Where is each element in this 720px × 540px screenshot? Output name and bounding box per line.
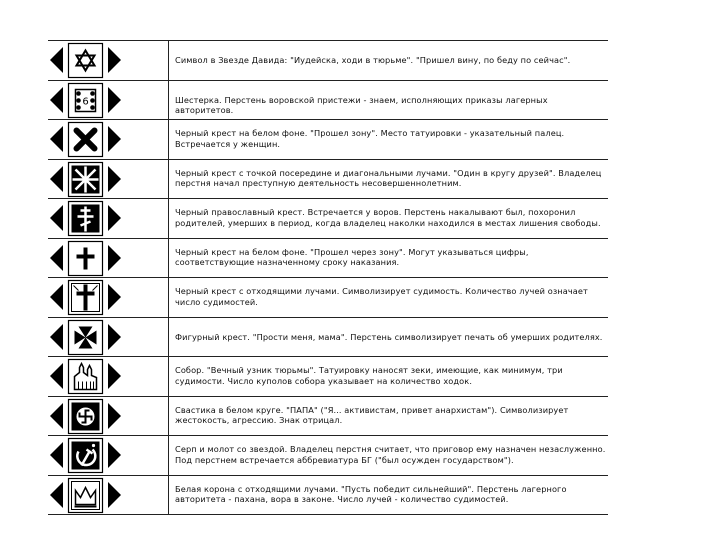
ring-diagram [48, 318, 123, 356]
column-divider [168, 120, 169, 159]
ring-description: Символ в Звезде Давида: "Иудейска, ходи в тюрьме". "Пришел вину, по беду по сейчас". [175, 55, 571, 65]
ring-tattoo-table [48, 40, 608, 515]
ring-row [48, 238, 608, 278]
column-divider [168, 81, 169, 120]
ring-description: Свастика в белом круге. "ПАПА" ("Я... активистам, привет анархистам"). Символизирует жестокость, агрессию. Знак отрицал. [175, 404, 569, 425]
ring-diagram [48, 41, 123, 79]
ring-description: Черный крест на белом фоне. "Прошел зону". Место татуировки - указательный палец. Встречается у женщин. [175, 128, 565, 149]
ring-description: Черный православный крест. Встречается у воров. Перстень накалывают был, похоронил родителей, умерших в период, когда владелец наколки находился в местах лишения свободы. [175, 207, 601, 228]
column-divider [168, 318, 169, 357]
cross-in-circle-icon [72, 165, 100, 193]
column-divider [168, 476, 169, 515]
ring-diagram [48, 436, 123, 474]
column-divider [168, 397, 169, 436]
hammer-sickle-icon [72, 442, 100, 470]
swastika-icon [72, 402, 100, 430]
crown-icon [72, 481, 100, 509]
ring-row [48, 119, 608, 159]
ring-row [48, 356, 608, 396]
ring-description: Собор. "Вечный узник тюрьмы". Татуировку наносят зеки, имеющие, как минимум, три судимости. Число куполов собора указывает на количество ходок. [175, 365, 563, 386]
ring-diagram [48, 476, 123, 514]
ring-diagram [48, 199, 123, 237]
ring-description: Черный крест на белом фоне. "Прошел через зону". Могут указываться цифры, соответствующие назначенному сроку наказания. [175, 246, 529, 267]
column-divider [168, 436, 169, 475]
ring-description: Шестерка. Перстень воровской пристежи - знаем, исполняющих приказы лагерных авторитетов. [175, 94, 548, 115]
ring-diagram [48, 278, 123, 316]
dice-six-icon [76, 89, 96, 111]
ring-row [48, 80, 608, 120]
column-divider [168, 239, 169, 278]
ring-diagram [48, 357, 123, 395]
ring-row [48, 277, 608, 317]
ring-description: Черный крест с точкой посередине и диагональными лучами. "Один в кругу друзей". Владелец перстня начал преступную деятельность несовершеннолетним. [175, 167, 602, 188]
column-divider [168, 160, 169, 199]
ring-row [48, 159, 608, 199]
column-divider [168, 199, 169, 238]
ring-row [48, 317, 608, 357]
ring-row [48, 435, 608, 475]
ring-row [48, 198, 608, 238]
cross-with-rays-icon [72, 284, 100, 312]
ring-row [48, 475, 608, 516]
ring-diagram [48, 160, 123, 198]
ring-diagram [48, 397, 123, 435]
ring-description: Белая корона с отходящими лучами. "Пусть победит сильнейший". Перстень лагерного авторитета - пахана, вора в законе. Число лучей - количество судимостей. [175, 483, 567, 504]
ring-diagram [48, 120, 123, 158]
column-divider [168, 41, 169, 80]
ring-row [48, 40, 608, 80]
ring-row [48, 396, 608, 436]
dice-number: 6 [82, 96, 89, 107]
column-divider [168, 357, 169, 396]
column-divider [168, 278, 169, 317]
ring-description: Черный крест с отходящими лучами. Символизирует судимость. Количество лучей означает число судимостей. [175, 286, 588, 307]
orthodox-cross-icon [72, 205, 100, 233]
ring-diagram [48, 239, 123, 277]
ring-description: Фигурный крест. "Прости меня, мама". Перстень символизирует печать об умерших родителях. [175, 331, 603, 342]
ring-description: Серп и молот со звездой. Владелец перстня считает, что приговор ему назначен незаслуженно. Под перстнем встречается аббревиатура БГ ("был осужден государством"). [175, 444, 606, 465]
ring-diagram [48, 81, 123, 119]
